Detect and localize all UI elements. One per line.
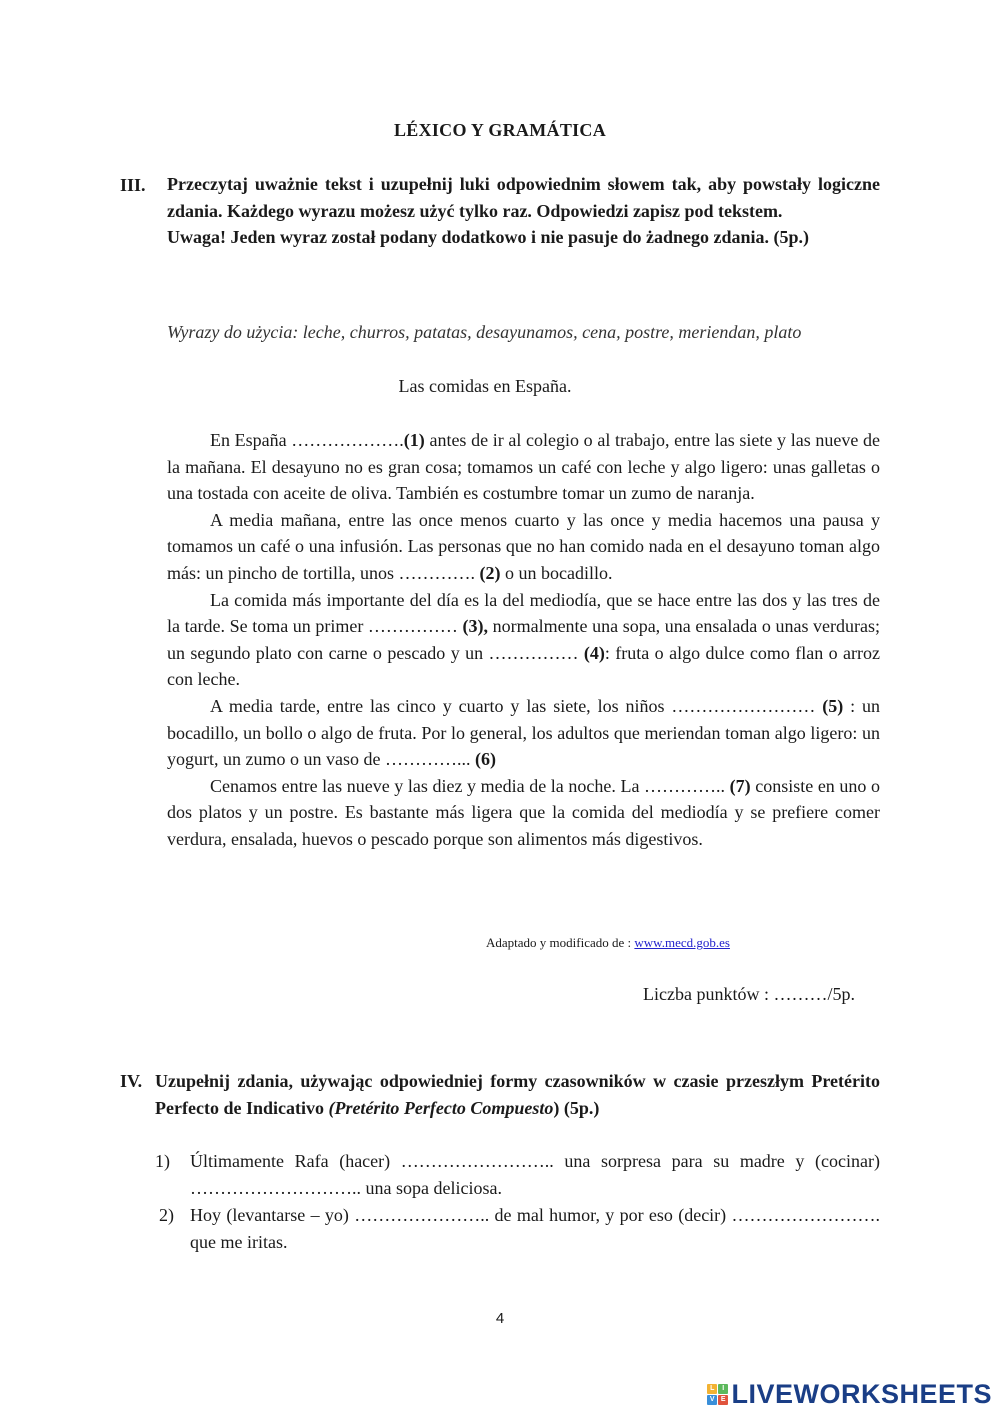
paragraph-5-start: Cenamos entre las nueve y las diez y media de la noche. La ………….. — [210, 775, 730, 796]
section-3-number: III. — [120, 175, 146, 195]
paragraph-3-middle: normalmente una sopa, una ensalada o unas verduras; un segundo plato con carne o pescado y un …………… — [167, 616, 881, 663]
section-4-instruction-points: ) (5p.) — [553, 1098, 600, 1118]
paragraph-4-start: A media tarde, entre las cinco y cuarto y las siete, los niños …………………… — [210, 695, 823, 716]
paragraph-5 — [167, 773, 880, 853]
exercise-item-number: 1) — [155, 1151, 170, 1171]
gap-1-label: (1) — [403, 430, 425, 450]
source-credit — [486, 935, 730, 951]
section-4-instruction-italic: (Pretérito Perfecto Compuesto — [328, 1098, 554, 1118]
section-4-instructions — [155, 1068, 880, 1122]
paragraph-1-start: En España ………………. — [210, 430, 404, 450]
points-line: Liczba punktów : ………/5p. — [643, 984, 855, 1004]
logo-mark-letter: E — [718, 1395, 728, 1405]
gap-2-label: (2) — [479, 562, 501, 583]
word-bank: Wyrazy do użycia: leche, churros, patatas, desayunamos, cena, postre, meriendan, plato — [167, 322, 802, 342]
section-3-instruction-main: Przeczytaj uważnie tekst i uzupełnij luki odpowiednim słowem tak, aby powstały logiczne zdania. Każdego wyrazu możesz użyć tylko raz. Odpowiedzi zapisz pod tekstem. — [167, 174, 880, 221]
page-title: LÉXICO Y GRAMÁTICA — [393, 120, 607, 140]
paragraph-3-end: : fruta o algo dulce como flan o arroz con leche. — [167, 642, 880, 690]
paragraph-2-start: A media mañana, entre las once menos cuarto y las once y media hacemos una pausa y tomamos un café o una infusión. Las personas que no han comido nada en el desayuno toman algo más: un pincho de tortilla, unos …………. — [167, 509, 880, 583]
section-3-instructions — [167, 171, 880, 251]
paragraph-1 — [167, 427, 880, 507]
paragraph-1-end: antes de ir al colegio o al trabajo, entre las siete y las nueve de la mañana. El desayuno no es gran cosa; tomamos un café con leche y algo ligero: unas galletas o una tostada con aceite de oliva. También es costumbre tomar un zumo de naranja. — [167, 430, 880, 504]
source-link[interactable]: www.mecd.gob.es — [634, 935, 730, 950]
paragraph-4 — [167, 693, 880, 773]
section-4-instruction-main: Uzupełnij zdania, używając odpowiedniej formy czasowników w czasie przeszłym Pretérito Perfecto de Indicativo — [155, 1071, 880, 1118]
gap-6-label: (6) — [474, 749, 496, 770]
paragraph-5-end: consiste en uno o dos platos y un postre. Es bastante más ligera que la comida del mediodía y se prefiere comer verdura, ensalada, huevos o pescado porque son alimentos más digestivos. — [167, 775, 880, 849]
reading-text — [167, 427, 880, 853]
logo-mark-letter: L — [707, 1384, 717, 1394]
paragraph-3-start: La comida más importante del día es la del mediodía, que se hace entre las dos y las tres de la tarde. Se toma un primer …………… — [167, 589, 880, 637]
source-label: Adaptado y modificado de : — [486, 935, 635, 950]
gap-4-label: (4) — [583, 642, 605, 663]
liveworksheets-logo — [707, 1380, 992, 1408]
paragraph-3 — [167, 587, 880, 693]
exercise-item: Hoy (levantarse – yo) ………………….. de mal humor, y por eso (decir) ……………………. que me iritas. — [190, 1205, 880, 1252]
liveworksheets-logo-icon — [707, 1384, 728, 1405]
section-3-instruction-note: Uwaga! Jeden wyraz został podany dodatkowo i nie pasuje do żadnego zdania. (5p.) — [167, 227, 810, 247]
gap-7-label: (7) — [729, 775, 751, 796]
paragraph-2-end: o un bocadillo. — [500, 562, 613, 583]
paragraph-2 — [167, 507, 880, 587]
text-title: Las comidas en España. — [398, 376, 572, 396]
gap-5-label: (5) — [822, 695, 844, 716]
exercise-item-number: 2) — [159, 1205, 174, 1225]
section-4-number: IV. — [120, 1071, 143, 1091]
gap-3-label: (3), — [462, 616, 488, 637]
paragraph-4-middle: : un bocadillo, un bollo o algo de fruta. Por lo general, los adultos que meriendan toman algo ligero: un yogurt, un zumo o un vaso de …………... — [167, 695, 880, 770]
page-number: 4 — [495, 1310, 505, 1327]
logo-mark-letter: V — [707, 1395, 717, 1405]
logo-mark-letter: I — [718, 1384, 728, 1394]
liveworksheets-logo-text: LIVEWORKSHEETS — [731, 1378, 992, 1409]
exercise-item: Últimamente Rafa (hacer) …………………….. una sorpresa para su madre y (cocinar) ……………………….. una sopa deliciosa. — [190, 1151, 880, 1198]
